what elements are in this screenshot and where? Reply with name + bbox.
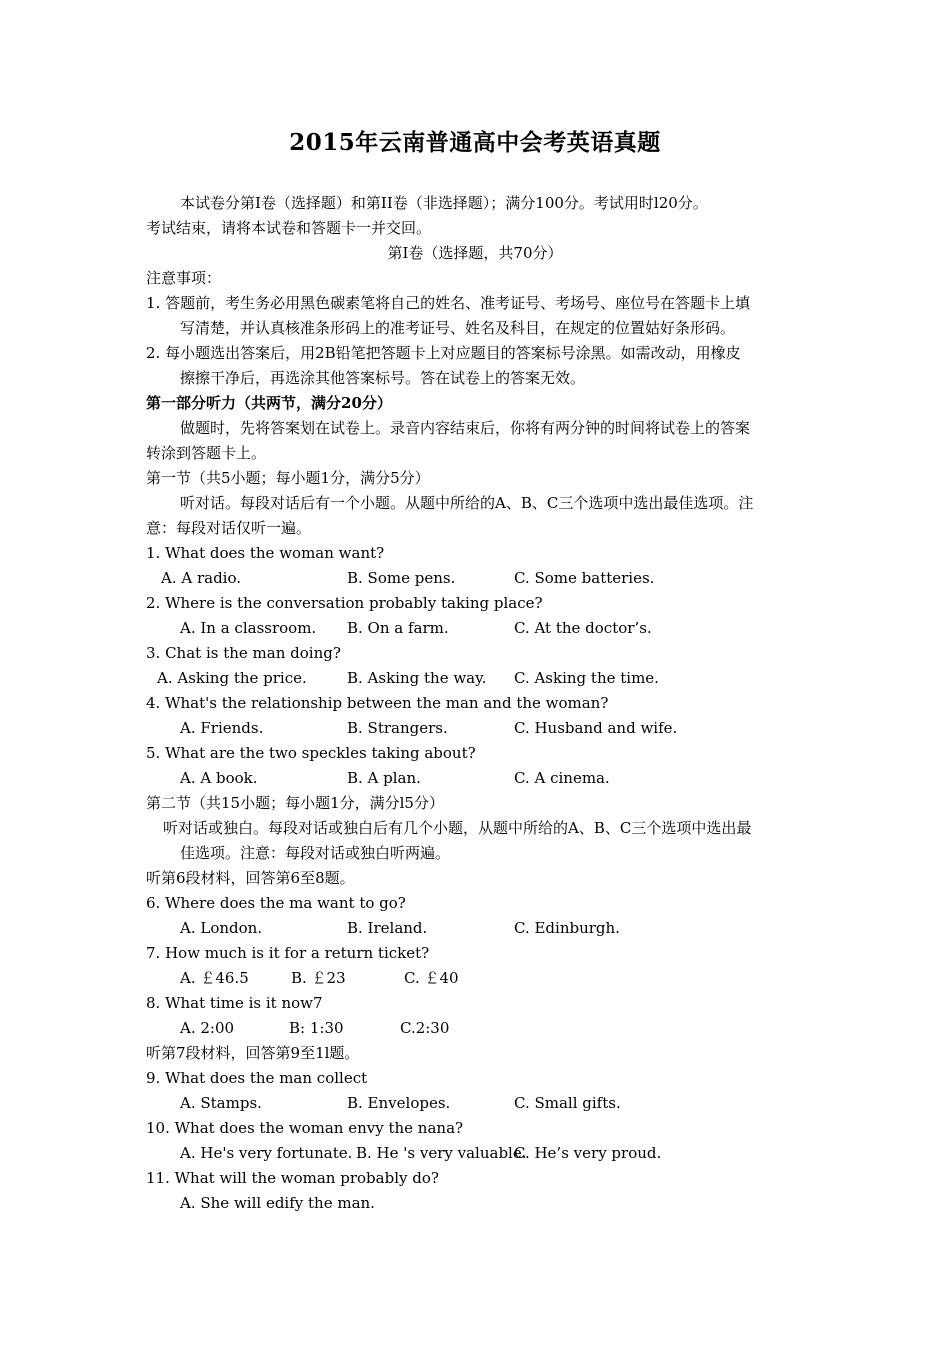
option-c: C. ￡40 [404,969,459,987]
option-c: C. Small gifts. [514,1094,621,1112]
option-a: A. She will edify the man. [180,1194,375,1212]
section1-instruction-1: 听对话。每段对话后有一个小题。从题中所给的A、B、C三个选项中选出最佳选项。注 [180,494,754,512]
question-2: 2. Where is the conversation probably taking place? [146,594,543,612]
option-c: C. Edinburgh. [514,919,620,937]
question-4: 4. What's the relationship between the man and the woman? [146,694,609,712]
option-b: B. Ireland. [347,919,428,937]
question-3: 3. Chat is the man doing? [146,644,341,662]
option-a: A. London. [180,919,263,937]
question-7: 7. How much is it for a return ticket? [146,944,430,962]
section2-instruction-2: 佳选项。注意：每段对话或独白听两遍。 [180,844,451,862]
option-a: A. Stamps. [180,1094,262,1112]
option-c: C. At the doctor’s. [514,619,652,637]
option-b: B. He 's very valuable. [356,1144,527,1162]
option-c: C. Asking the time. [514,669,659,687]
option-b: B. A plan. [347,769,421,787]
option-a: A. He's very fortunate. [180,1144,353,1162]
option-b: B. On a farm. [347,619,449,637]
page-title: 2015年云南普通高中会考英语真题 [289,129,661,156]
section2-heading: 第二节（共15小题；每小题1分，满分l5分） [146,794,444,812]
option-b: B. Envelopes. [347,1094,451,1112]
question-5: 5. What are the two speckles taking about? [146,744,476,762]
option-b: B. Asking the way. [347,669,487,687]
option-b: B: 1:30 [289,1019,344,1037]
section1-heading: 第一节（共5小题；每小题1分，满分5分） [146,469,430,487]
question-11: 11. What will the woman probably do? [146,1169,439,1187]
intro-line-1: 本试卷分第I卷（选择题）和第II卷（非选择题）；满分100分。考试用时l20分。 [180,194,708,212]
note-1-line-2: 写清楚，并认真核准条形码上的准考证号、姓名及科目，在规定的位置姑好条形码。 [180,319,736,337]
section2-instruction-1: 听对话或独白。每段对话或独白后有几个小题，从题中所给的A、B、C三个选项中选出最 [163,819,752,837]
listening-heading: 第一部分听力（共两节，满分20分） [146,394,392,412]
notes-heading: 注意事项： [146,269,222,287]
option-c: C. Some batteries. [514,569,655,587]
note-2-line-1: 2. 每小题选出答案后，用2B铅笔把答题卡上对应题目的答案标号涂黑。如需改动，用橡皮 [146,344,741,362]
note-2-line-2: 擦擦干净后，再选涂其他答案标号。答在试卷上的答案无效。 [180,369,586,387]
option-c: C. Husband and wife. [514,719,678,737]
option-a: A. 2:00 [180,1019,235,1037]
intro-line-2: 考试结束，请将本试卷和答题卡一并交回。 [146,219,432,237]
question-10: 10. What does the woman envy the nana? [146,1119,464,1137]
material-6-note: 听第6段材料，回答第6至8题。 [146,869,355,887]
part1-heading: 第I卷（选择题，共70分） [387,244,563,262]
option-a: A. A book. [180,769,258,787]
listening-instruction-2: 转涂到答题卡上。 [146,444,267,462]
question-9: 9. What does the man collect [146,1069,368,1087]
option-b: B. Strangers. [347,719,448,737]
section1-instruction-2: 意：每段对话仅听一遍。 [146,519,312,537]
option-c: C. He’s very proud. [514,1144,662,1162]
question-8: 8. What time is it now7 [146,994,323,1012]
option-b: B. Some pens. [347,569,456,587]
option-a: A. Asking the price. [157,669,307,687]
option-a: A. Friends. [180,719,264,737]
option-a: A. In a classroom. [180,619,317,637]
note-1-line-1: 1. 答题前，考生务必用黑色碳素笔将自己的姓名、准考证号、考场号、座位号在答题卡上填 [146,294,751,312]
question-6: 6. Where does the ma want to go? [146,894,406,912]
listening-instruction-1: 做题时，先将答案划在试卷上。录音内容结束后，你将有两分钟的时间将试卷上的答案 [180,419,751,437]
option-a: A. A radio. [161,569,242,587]
option-b: B. ￡23 [291,969,346,987]
option-a: A. ￡46.5 [180,969,249,987]
option-c: C.2:30 [400,1019,450,1037]
question-1: 1. What does the woman want? [146,544,385,562]
material-7-note: 听第7段材料，回答第9至1l题。 [146,1044,360,1062]
option-c: C. A cinema. [514,769,610,787]
